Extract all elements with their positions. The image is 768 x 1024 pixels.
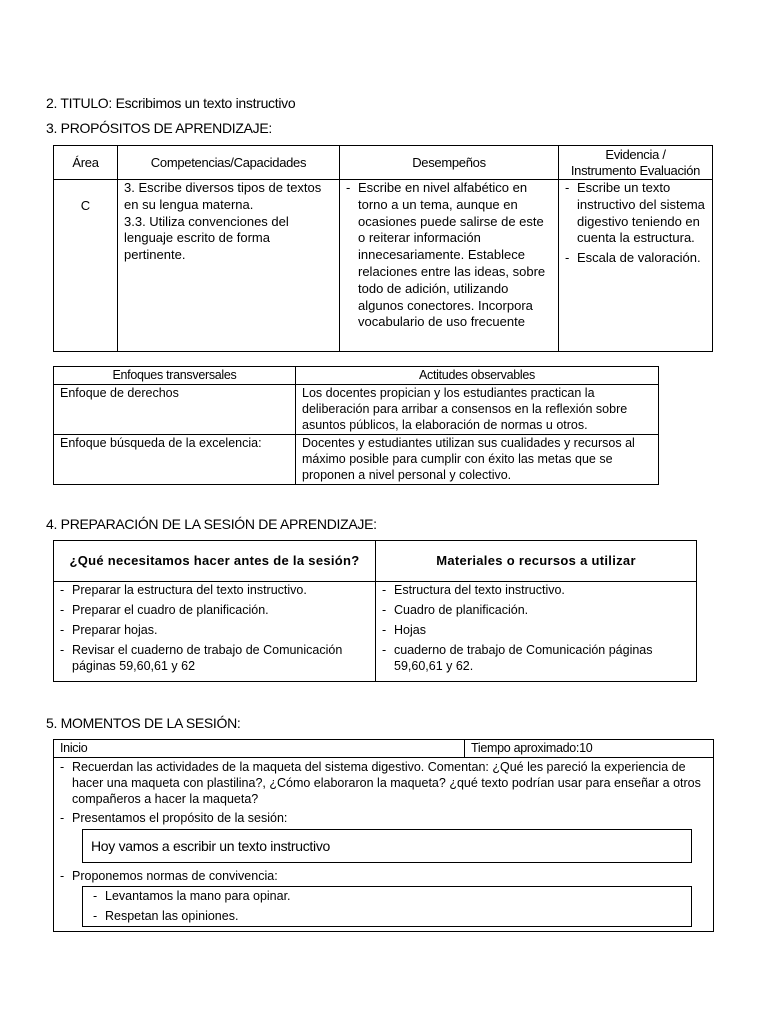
inicio-item: - Proponemos normas de convivencia:	[60, 868, 709, 884]
section-2-title: 2. TITULO: Escribimos un texto instructivo	[46, 95, 296, 111]
material-item: - cuaderno de trabajo de Comunicación páginas 59,60,61 y 62.	[382, 642, 692, 674]
norms-box	[82, 886, 692, 927]
desempeno-item: - Escribe en nivel alfabético en torno a un tema, aunque en ocasiones puede salirse de este o reiterar información innecesariamente. Establece relaciones entre las ideas, sobre todo de adición, utilizando algunos conectores. Incorpora vocabulario de uso frecuente	[346, 180, 554, 331]
material-item: - Estructura del texto instructivo.	[382, 582, 692, 598]
purpose-box: Hoy vamos a escribir un texto instructivo	[82, 829, 692, 863]
enfoques-table	[53, 366, 659, 485]
inicio-item: - Presentamos el propósito de la sesión:	[60, 810, 709, 826]
material-item: - Hojas	[382, 622, 692, 638]
cell-desempenos	[340, 180, 559, 352]
enfoque-derechos: Enfoque de derechos	[54, 385, 296, 435]
moments-table	[53, 739, 714, 932]
cell-antes	[54, 582, 376, 682]
preparation-table	[53, 540, 697, 682]
cell-evidencia	[559, 180, 713, 352]
antes-item: - Revisar el cuaderno de trabajo de Comunicación páginas 59,60,61 y 62	[60, 642, 371, 674]
norma-item: - Levantamos la mano para opinar.	[93, 888, 687, 904]
antes-item: - Preparar el cuadro de planificación.	[60, 602, 371, 618]
capacidad-text: 3.3. Utiliza convenciones del lenguaje escrito de forma pertinente.	[124, 213, 289, 263]
purposes-table	[53, 145, 713, 352]
cell-competencias	[118, 180, 340, 352]
tiempo-header: Tiempo aproximado:10	[465, 740, 714, 758]
antes-item: - Preparar hojas.	[60, 622, 371, 638]
header-area: Área	[54, 146, 118, 180]
inicio-body	[54, 758, 714, 932]
actitud-derechos: Los docentes propician y los estudiantes practican la deliberación para arribar a consensos en la reflexión sobre asuntos públicos, la elaboración de normas u otros.	[296, 385, 659, 435]
header-antes: ¿Qué necesitamos hacer antes de la sesión?	[54, 541, 376, 582]
header-desempenos: Desempeños	[340, 146, 559, 180]
enfoque-excelencia: Enfoque búsqueda de la excelencia:	[54, 435, 296, 485]
actitud-excelencia: Docentes y estudiantes utilizan sus cualidades y recursos al máximo posible para cumplir con éxito las metas que se proponen a nivel personal y colectivo.	[296, 435, 659, 485]
material-item: - Cuadro de planificación.	[382, 602, 692, 618]
instrumento-item: - Escala de valoración.	[565, 250, 708, 267]
header-enfoques: Enfoques transversales	[54, 367, 296, 385]
section-3-title: 3. PROPÓSITOS DE APRENDIZAJE:	[46, 120, 272, 136]
competencia-text: 3. Escribe diversos tipos de textos en su lengua materna.	[124, 180, 322, 212]
inicio-header: Inicio	[54, 740, 465, 758]
antes-item: - Preparar la estructura del texto instructivo.	[60, 582, 371, 598]
cell-materiales	[376, 582, 697, 682]
header-actitudes: Actitudes observables	[296, 367, 659, 385]
evidencia-item: - Escribe un texto instructivo del sistema digestivo teniendo en cuenta la estructura.	[565, 180, 708, 247]
inicio-item: - Recuerdan las actividades de la maqueta del sistema digestivo. Comentan: ¿Qué les pareció la experiencia de hacer una maqueta con plastilina?, ¿Cómo elaboraron la maqueta? ¿qué texto podrían usar para enseñar a otros compañeros a hacer la maqueta?	[60, 759, 709, 807]
header-evidencia	[559, 146, 713, 180]
header-competencias: Competencias/Capacidades	[118, 146, 340, 180]
section-4-title: 4. PREPARACIÓN DE LA SESIÓN DE APRENDIZAJE:	[46, 516, 377, 532]
cell-area: C	[54, 180, 118, 352]
header-evidencia-line1: Evidencia /	[605, 146, 666, 162]
norma-item: - Respetan las opiniones.	[93, 908, 687, 924]
header-materiales: Materiales o recursos a utilizar	[376, 541, 697, 582]
header-evidencia-line2: Instrumento Evaluación	[570, 162, 701, 178]
section-5-title: 5. MOMENTOS DE LA SESIÓN:	[46, 715, 241, 731]
